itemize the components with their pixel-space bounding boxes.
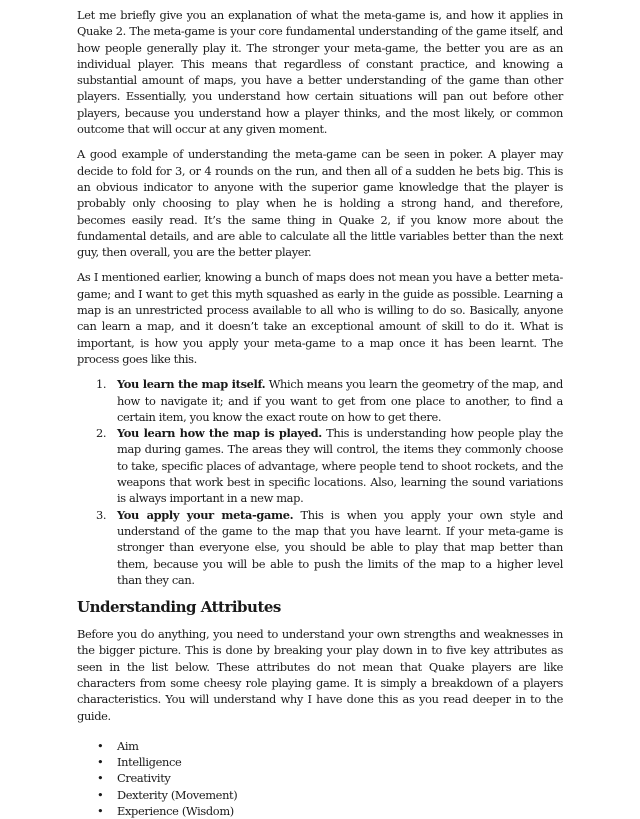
step-text: Which means you learn the geometry of the map, and how to navigate it; and if you want to get from one place to another, to find a certain item, you know the exact route on how to get there. bbox=[117, 377, 563, 424]
list-item bbox=[77, 738, 563, 754]
attribute-label: Aim bbox=[117, 738, 139, 753]
bullet-icon: • bbox=[97, 787, 104, 802]
list-item bbox=[77, 754, 563, 770]
step-number: 1. bbox=[96, 377, 107, 392]
bullet-icon: • bbox=[97, 804, 104, 819]
section-heading: Understanding Attributes bbox=[77, 598, 281, 617]
paragraph-poker-example: A good example of understanding the meta-game can be seen in poker. A player may decide to fold for 3, or 4 rounds on the run, and then all of a sudden he bets big. This is an obvious indicator to anyone with the superior game knowledge that the player is probably only choosing to play when he is holding a strong hand, and therefore, becomes easily read. It’s the same thing in Quake 2, if you know more about the fundamental details, and are able to calculate all the little variables better than the next guy, then overall, you are the better player. bbox=[77, 147, 563, 260]
step-number: 3. bbox=[96, 507, 107, 522]
list-item bbox=[77, 787, 563, 803]
paragraph-maps-myth: As I mentioned earlier, knowing a bunch of maps does not mean you have a better meta-game; and I want to get this myth squashed as early in the guide as possible. Learning a map is an unrestricted process available to all who is willing to do so. Basically, anyone can learn a map, and it doesn’t take an exceptional amount of skill to do it. What is important, is how you apply your meta-game to a map once it has been learnt. The process goes like this. bbox=[77, 270, 563, 366]
process-steps-list bbox=[77, 376, 563, 588]
attribute-label: Experience (Wisdom) bbox=[117, 804, 234, 819]
paragraph-meta-game-intro: Let me briefly give you an explanation of what the meta-game is, and how it applies in Quake 2. The meta-game is your core fundamental understanding of the game itself, and how people generally play it. The stronger your meta-game, the better you are as an individual player. This means that regardless of constant practice, and knowing a substantial amount of maps, you have a better understanding of the game than other players. Essentially, you understand how certain situations will pan out before other players, because you understand how a player thinks, and the most likely, or common outcome that will occur at any given moment. bbox=[77, 8, 563, 137]
step-title: You learn the map itself. bbox=[117, 377, 266, 392]
step-text: This is when you apply your own style and understand of the game to the map that you have learnt. If your meta-game is stronger than everyone else, you should be able to play that map better than them, because you will be able to push the limits of the map to a higher level than they can. bbox=[117, 507, 563, 587]
step-title: You apply your meta-game. bbox=[117, 507, 294, 522]
bullet-icon: • bbox=[97, 738, 104, 753]
attribute-label: Intelligence bbox=[117, 755, 182, 770]
list-item bbox=[77, 803, 563, 819]
attribute-label: Creativity bbox=[117, 771, 171, 786]
step-number: 2. bbox=[96, 426, 107, 441]
attributes-list bbox=[77, 738, 563, 819]
paragraph-attributes-intro: Before you do anything, you need to understand your own strengths and weaknesses in the bigger picture. This is done by breaking your play down in to five key attributes as seen in the list below. These attributes do not mean that Quake players are like characters from some cheesy role playing game. It is simply a breakdown of a players characteristics. You will understand why I have done this as you read deeper in to the guide. bbox=[77, 627, 563, 723]
step-text: This is understanding how people play the map during games. The areas they will control, the items they commonly choose to take, specific places of advantage, where people tend to shoot rockets, and the weapons that work best in specific locations. Also, learning the sound variations is always important in a new map. bbox=[117, 426, 563, 506]
list-item bbox=[77, 770, 563, 786]
step-item bbox=[77, 507, 563, 588]
step-item bbox=[77, 376, 563, 425]
attribute-label: Dexterity (Movement) bbox=[117, 787, 238, 802]
step-title: You learn how the map is played. bbox=[117, 426, 322, 441]
bullet-icon: • bbox=[97, 771, 104, 786]
document-page bbox=[77, 7, 563, 819]
step-item bbox=[77, 425, 563, 506]
bullet-icon: • bbox=[97, 755, 104, 770]
